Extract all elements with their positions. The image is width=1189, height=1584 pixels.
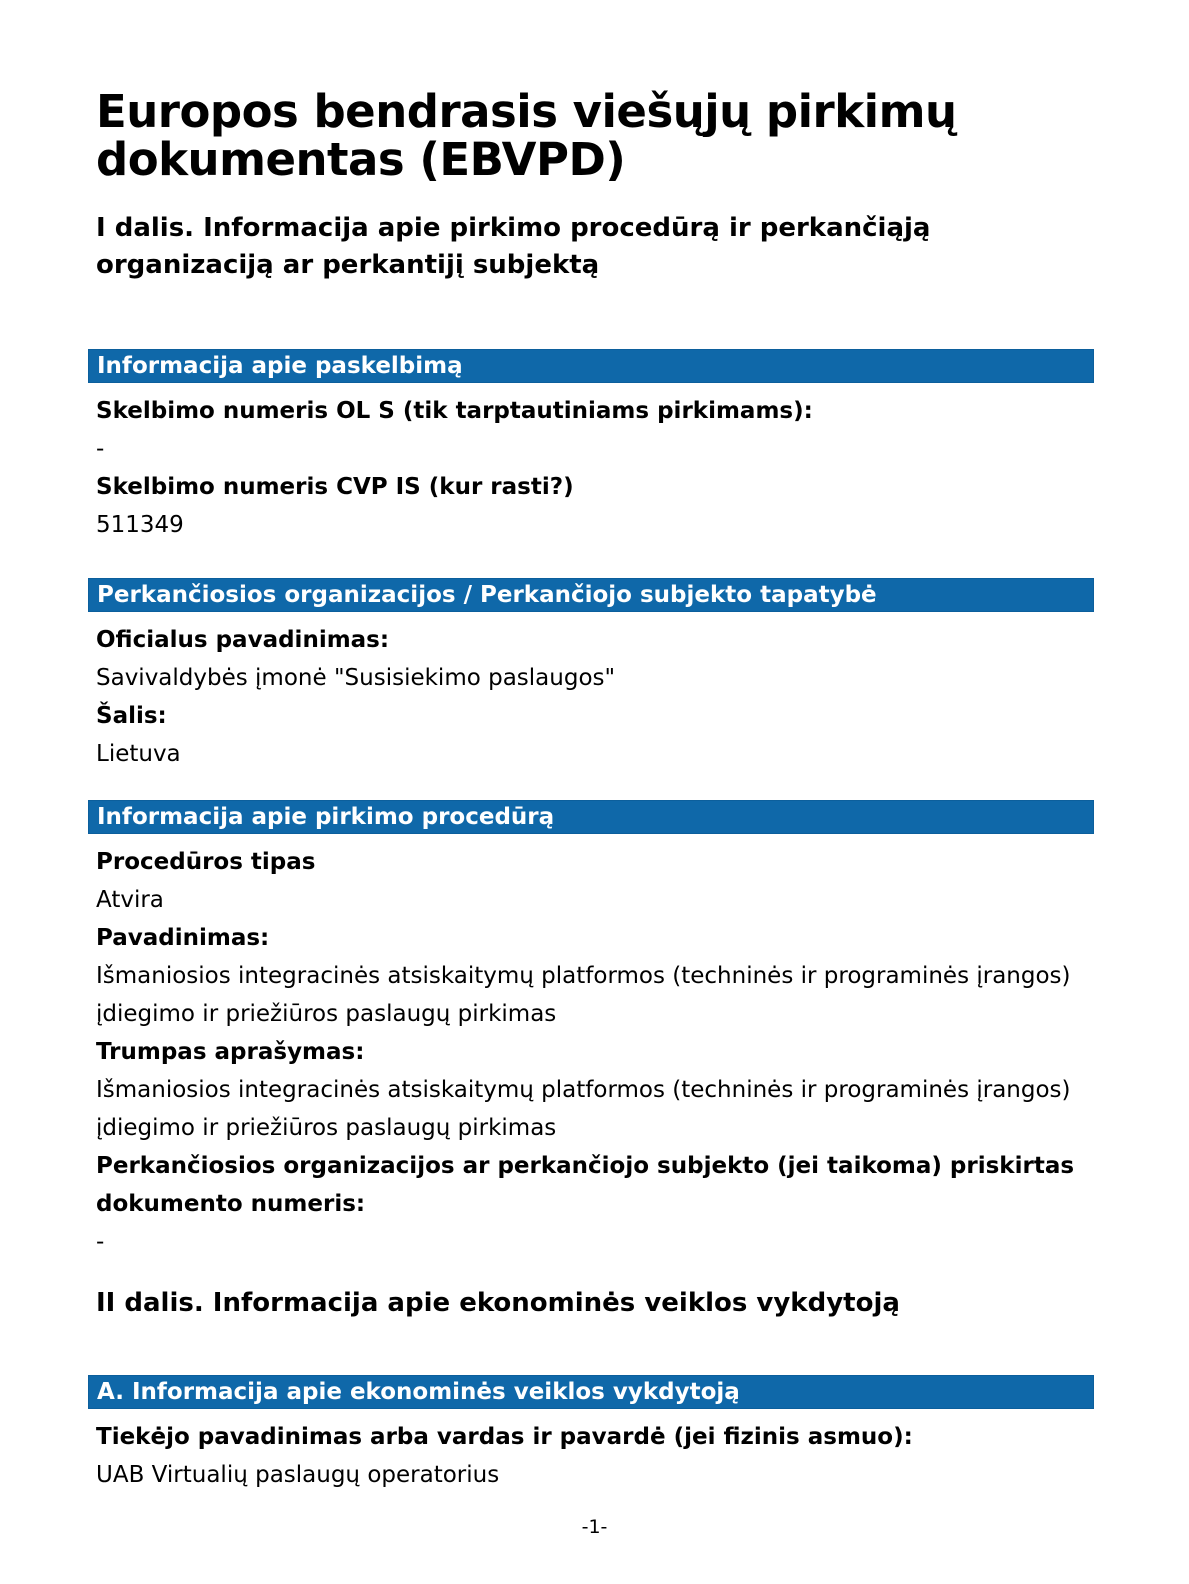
value-trumpas-aprasymas: Išmaniosios integracinės atsiskaitymų platformos (techninės ir programinės įrangos) įdiegimo ir priežiūros paslaugų pirkimas <box>96 1077 1071 1141</box>
value-skelbimo-numeris-ol-s: - <box>96 436 105 462</box>
value-skelbimo-numeris-cvp-is: 511349 <box>96 512 184 538</box>
section-header-perkanciosios-organizacijos-tapatybe: Perkančiosios organizacijos / Perkančiojo subjekto tapatybė <box>88 578 1094 612</box>
label-proceduros-tipas: Procedūros tipas <box>96 849 316 875</box>
label-oficialus-pavadinimas: Oficialus pavadinimas: <box>96 627 390 653</box>
value-proceduros-tipas: Atvira <box>96 887 164 913</box>
value-salis: Lietuva <box>96 741 181 767</box>
section-header-informacija-apie-pirkimo-procedura: Informacija apie pirkimo procedūrą <box>88 800 1094 834</box>
part1-heading: I dalis. Informacija apie pirkimo procedūrą ir perkančiąją organizaciją ar perkantijį subjektą <box>96 213 931 280</box>
value-tiekejo-pavadinimas: UAB Virtualių paslaugų operatorius <box>96 1462 500 1488</box>
label-tiekejo-pavadinimas: Tiekėjo pavadinimas arba vardas ir pavardė (jei fizinis asmuo): <box>96 1424 913 1450</box>
label-skelbimo-numeris-ol-s: Skelbimo numeris OL S (tik tarptautiniams pirkimams): <box>96 398 813 424</box>
part2-heading: II dalis. Informacija apie ekonominės veiklos vykdytoją <box>96 1288 900 1318</box>
section-header-informacija-apie-paskelbima: Informacija apie paskelbimą <box>88 349 1094 383</box>
label-salis: Šalis: <box>96 703 167 729</box>
value-oficialus-pavadinimas: Savivaldybės įmonė "Susisiekimo paslaugos" <box>96 665 616 691</box>
label-priskirtas-dokumento-numeris: Perkančiosios organizacijos ar perkančiojo subjekto (jei taikoma) priskirtas dokumento numeris: <box>96 1153 1075 1217</box>
value-priskirtas-dokumento-numeris: - <box>96 1229 105 1255</box>
label-trumpas-aprasymas: Trumpas aprašymas: <box>96 1039 365 1065</box>
label-pavadinimas: Pavadinimas: <box>96 925 270 951</box>
value-pavadinimas: Išmaniosios integracinės atsiskaitymų platformos (techninės ir programinės įrangos) įdiegimo ir priežiūros paslaugų pirkimas <box>96 963 1071 1027</box>
label-skelbimo-numeris-cvp-is: Skelbimo numeris CVP IS (kur rasti?) <box>96 474 574 500</box>
page-number: -1- <box>581 1516 608 1538</box>
espd-document-page <box>88 0 1094 1494</box>
section-header-a-informacija-apie-ekonomines-veiklos-vykdytoja: A. Informacija apie ekonominės veiklos vykdytoją <box>88 1375 1094 1409</box>
document-title: Europos bendrasis viešųjų pirkimų dokumentas (EBVPD) <box>96 85 957 186</box>
